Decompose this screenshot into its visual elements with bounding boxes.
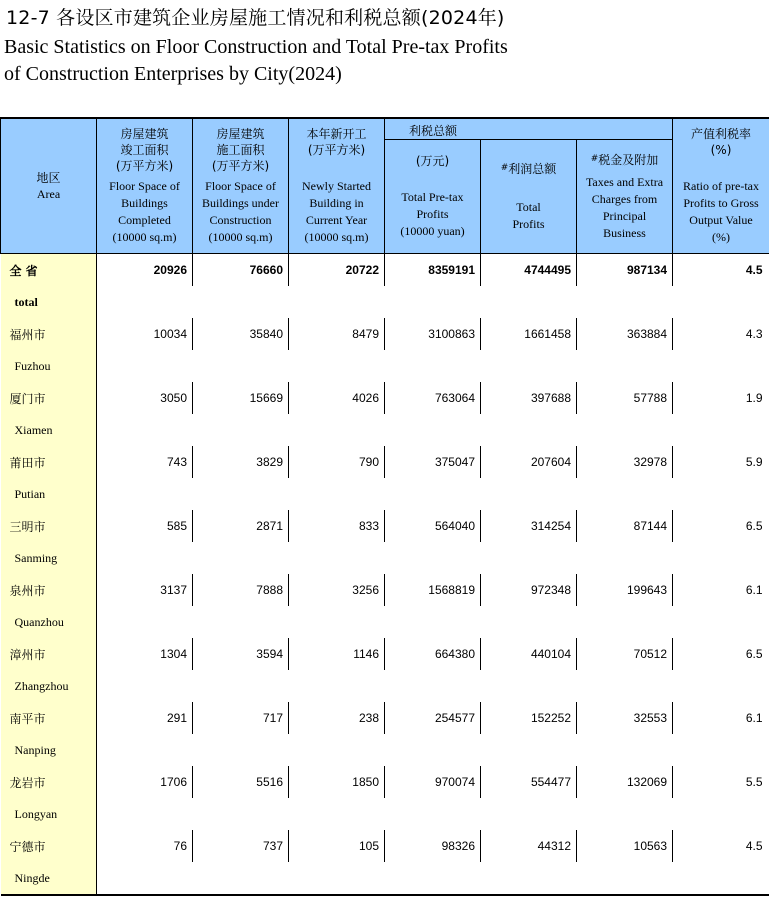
cell-taxes: 363884 (577, 318, 673, 350)
header-taxes-en3: Principal (602, 209, 647, 223)
cell-pretax-profits: 254577 (385, 702, 481, 734)
empty-cell (193, 798, 289, 830)
table-row-english (1, 286, 769, 318)
empty-cell (289, 542, 385, 574)
header-taxes-mark: # (590, 154, 599, 164)
empty-cell (481, 670, 577, 702)
table-title-chinese: 12-7 各设区市建筑企业房屋施工情况和利税总额(2024年) (6, 7, 505, 29)
header-completed-zh2: 竣工面积 (120, 143, 169, 157)
empty-cell (385, 286, 481, 318)
cell-under-construction: 3829 (193, 446, 289, 478)
header-under-en4: (10000 sq.m) (208, 230, 273, 244)
table-row (1, 766, 769, 798)
table-row-english (1, 350, 769, 382)
cell-ratio: 6.1 (745, 583, 763, 597)
empty-cell (289, 286, 385, 318)
empty-cell (289, 734, 385, 766)
table-row-english (1, 734, 769, 766)
cell-newly-started: 3256 (289, 574, 385, 606)
header-taxes (577, 140, 673, 254)
empty-cell (385, 670, 481, 702)
cell-taxes: 199643 (577, 574, 673, 606)
header-ratio-zh2: (%) (710, 143, 732, 157)
empty-cell (193, 734, 289, 766)
empty-cell (289, 862, 385, 895)
cell-total-profits: 1661458 (481, 318, 577, 350)
header-under-en2: Buildings under (202, 196, 279, 210)
header-pretax-en3: (10000 yuan) (400, 224, 465, 238)
cell-newly-started: 8479 (289, 318, 385, 350)
empty-cell (481, 606, 577, 638)
row-area-zh: 莆田市 (1, 446, 97, 478)
cell-ratio: 6.1 (745, 711, 763, 725)
cell-taxes: 57788 (577, 382, 673, 414)
cell-pretax-profits: 970074 (385, 766, 481, 798)
header-profits (481, 140, 577, 254)
empty-cell (673, 542, 769, 574)
empty-cell (481, 350, 577, 382)
empty-cell (673, 862, 769, 895)
header-new-en3: Current Year (305, 213, 368, 227)
cell-newly-started: 833 (289, 510, 385, 542)
table-row (1, 510, 769, 542)
empty-cell (577, 606, 673, 638)
row-area-zh: 厦门市 (1, 382, 97, 414)
header-completed (97, 118, 193, 254)
row-area-en: Nanping (1, 734, 97, 766)
table-row-english (1, 670, 769, 702)
table-row (1, 318, 769, 350)
empty-cell (193, 862, 289, 895)
empty-cell (385, 734, 481, 766)
empty-cell (577, 542, 673, 574)
header-area-en: Area (36, 187, 61, 201)
empty-cell (577, 862, 673, 895)
header-completed-en4: (10000 sq.m) (112, 230, 177, 244)
header-under-zh1: 房屋建筑 (216, 127, 265, 141)
empty-cell (481, 734, 577, 766)
table-row (1, 446, 769, 478)
cell-newly-started: 105 (289, 830, 385, 862)
row-area-en: Quanzhou (1, 606, 97, 638)
cell-under-construction: 2871 (193, 510, 289, 542)
header-area (1, 118, 97, 254)
cell-total-profits: 207604 (481, 446, 577, 478)
header-under-zh2: 施工面积 (216, 143, 265, 157)
cell-under-construction: 3594 (193, 638, 289, 670)
cell-completed: 291 (97, 702, 193, 734)
header-pretax-group (385, 118, 673, 140)
cell-total-profits: 44312 (481, 830, 577, 862)
empty-cell (385, 414, 481, 446)
empty-cell (673, 670, 769, 702)
header-profits-en1: Total (516, 200, 541, 214)
table-row (1, 702, 769, 734)
empty-cell (577, 798, 673, 830)
cell-newly-started: 4026 (289, 382, 385, 414)
empty-cell (97, 606, 193, 638)
row-area-zh: 福州市 (1, 318, 97, 350)
header-completed-en1: Floor Space of (109, 179, 180, 193)
row-area-zh: 龙岩市 (1, 766, 97, 798)
cell-total-profits: 440104 (481, 638, 577, 670)
table-title-english-line1: Basic Statistics on Floor Construction and Total Pre-tax Profits (4, 36, 508, 58)
empty-cell (481, 862, 577, 895)
header-ratio-en4: (%) (712, 230, 731, 244)
cell-under-construction: 5516 (193, 766, 289, 798)
header-new-en1: Newly Started (302, 179, 371, 193)
cell-completed: 585 (97, 510, 193, 542)
table-body (1, 254, 769, 896)
empty-cell (193, 286, 289, 318)
cell-total-profits: 314254 (481, 510, 577, 542)
cell-ratio: 6.5 (745, 519, 763, 533)
empty-cell (97, 670, 193, 702)
header-completed-en3: Completed (118, 213, 171, 227)
empty-cell (385, 606, 481, 638)
cell-taxes: 87144 (577, 510, 673, 542)
cell-completed: 3137 (97, 574, 193, 606)
empty-cell (193, 414, 289, 446)
table-row-english (1, 798, 769, 830)
empty-cell (673, 350, 769, 382)
header-under-zh3: (万平方米) (211, 159, 270, 173)
cell-ratio: 4.5 (745, 839, 763, 853)
cell-total-profits: 4744495 (481, 254, 577, 287)
empty-cell (385, 478, 481, 510)
row-area-en: Sanming (1, 542, 97, 574)
table-title-english-line2: of Construction Enterprises by City(2024) (4, 63, 342, 85)
table-row-english (1, 862, 769, 895)
header-completed-zh3: (万平方米) (115, 159, 174, 173)
row-area-en: Zhangzhou (1, 670, 97, 702)
empty-cell (481, 798, 577, 830)
header-new-zh2: (万平方米) (307, 143, 366, 157)
header-newly-started (289, 118, 385, 254)
header-profits-zh: 利润总额 (508, 162, 557, 176)
cell-total-profits: 152252 (481, 702, 577, 734)
empty-cell (577, 350, 673, 382)
empty-cell (289, 414, 385, 446)
empty-cell (385, 798, 481, 830)
header-taxes-en1: Taxes and Extra (585, 175, 664, 189)
empty-cell (577, 734, 673, 766)
cell-pretax-profits: 1568819 (385, 574, 481, 606)
row-area-zh: 三明市 (1, 510, 97, 542)
empty-cell (481, 414, 577, 446)
row-area-zh: 漳州市 (1, 638, 97, 670)
header-ratio-zh1: 产值利税率 (691, 127, 752, 141)
empty-cell (481, 286, 577, 318)
header-new-zh1: 本年新开工 (306, 127, 367, 141)
empty-cell (289, 350, 385, 382)
table-row (1, 830, 769, 862)
row-area-zh: 宁德市 (1, 830, 97, 862)
row-area-en: Xiamen (1, 414, 97, 446)
empty-cell (193, 542, 289, 574)
cell-newly-started: 790 (289, 446, 385, 478)
empty-cell (97, 478, 193, 510)
empty-cell (385, 862, 481, 895)
header-ratio-en2: Profits to Gross (683, 196, 759, 210)
header-profits-en2: Profits (512, 217, 545, 231)
header-completed-zh1: 房屋建筑 (120, 127, 169, 141)
row-area-en: Longyan (1, 798, 97, 830)
cell-completed: 10034 (97, 318, 193, 350)
cell-completed: 1706 (97, 766, 193, 798)
empty-cell (577, 414, 673, 446)
table-row (1, 574, 769, 606)
table-row (1, 638, 769, 670)
header-area-zh: 地区 (36, 171, 61, 185)
cell-under-construction: 7888 (193, 574, 289, 606)
empty-cell (193, 670, 289, 702)
empty-cell (97, 414, 193, 446)
cell-ratio: 5.9 (745, 455, 763, 469)
cell-newly-started: 238 (289, 702, 385, 734)
row-area-zh: 全 省 (1, 254, 97, 287)
header-pretax-en2: Profits (416, 207, 449, 221)
row-area-zh: 南平市 (1, 702, 97, 734)
cell-pretax-profits: 375047 (385, 446, 481, 478)
statistics-table (0, 117, 769, 896)
cell-taxes: 10563 (577, 830, 673, 862)
cell-completed: 3050 (97, 382, 193, 414)
cell-total-profits: 397688 (481, 382, 577, 414)
empty-cell (193, 606, 289, 638)
cell-under-construction: 737 (193, 830, 289, 862)
header-pretax-en1: Total Pre-tax (401, 190, 464, 204)
cell-under-construction: 76660 (193, 254, 289, 287)
empty-cell (289, 606, 385, 638)
header-ratio (673, 118, 769, 254)
empty-cell (577, 670, 673, 702)
header-new-en2: Building in (309, 196, 364, 210)
empty-cell (97, 286, 193, 318)
table-row-english (1, 542, 769, 574)
cell-ratio: 5.5 (745, 775, 763, 789)
empty-cell (673, 286, 769, 318)
empty-cell (673, 414, 769, 446)
empty-cell (673, 478, 769, 510)
cell-under-construction: 35840 (193, 318, 289, 350)
empty-cell (289, 798, 385, 830)
cell-newly-started: 1146 (289, 638, 385, 670)
row-area-en: Putian (1, 478, 97, 510)
empty-cell (289, 478, 385, 510)
header-new-en4: (10000 sq.m) (304, 230, 369, 244)
table-row-english (1, 606, 769, 638)
empty-cell (97, 350, 193, 382)
empty-cell (97, 862, 193, 895)
empty-cell (193, 478, 289, 510)
empty-cell (97, 798, 193, 830)
cell-pretax-profits: 98326 (385, 830, 481, 862)
table-row (1, 382, 769, 414)
cell-pretax-profits: 8359191 (385, 254, 481, 287)
cell-ratio: 4.3 (745, 327, 763, 341)
header-under-en1: Floor Space of (205, 179, 276, 193)
cell-ratio: 6.5 (745, 647, 763, 661)
empty-cell (577, 478, 673, 510)
empty-cell (385, 350, 481, 382)
header-pretax-zh1: 利税总额 (408, 124, 457, 138)
cell-taxes: 32553 (577, 702, 673, 734)
empty-cell (289, 670, 385, 702)
cell-newly-started: 20722 (289, 254, 385, 287)
row-area-en: total (1, 286, 97, 318)
table-row (1, 254, 769, 287)
cell-completed: 20926 (97, 254, 193, 287)
empty-cell (481, 542, 577, 574)
header-under-en3: Construction (209, 213, 272, 227)
empty-cell (97, 542, 193, 574)
cell-under-construction: 15669 (193, 382, 289, 414)
cell-completed: 76 (97, 830, 193, 862)
empty-cell (673, 798, 769, 830)
cell-newly-started: 1850 (289, 766, 385, 798)
header-taxes-en4: Business (603, 226, 646, 240)
cell-pretax-profits: 564040 (385, 510, 481, 542)
cell-total-profits: 554477 (481, 766, 577, 798)
empty-cell (481, 478, 577, 510)
header-pretax-zh2: (万元) (415, 154, 450, 168)
cell-ratio: 4.5 (673, 254, 769, 287)
row-area-zh: 泉州市 (1, 574, 97, 606)
table-row-english (1, 414, 769, 446)
cell-taxes: 70512 (577, 638, 673, 670)
header-pretax (385, 140, 481, 254)
cell-completed: 743 (97, 446, 193, 478)
cell-pretax-profits: 763064 (385, 382, 481, 414)
header-ratio-en1: Ratio of pre-tax (683, 179, 759, 193)
header-profits-mark: # (500, 163, 509, 173)
cell-taxes: 132069 (577, 766, 673, 798)
cell-total-profits: 972348 (481, 574, 577, 606)
empty-cell (577, 286, 673, 318)
cell-pretax-profits: 3100863 (385, 318, 481, 350)
row-area-en: Fuzhou (1, 350, 97, 382)
table-row-english (1, 478, 769, 510)
cell-ratio: 1.9 (745, 391, 763, 405)
header-ratio-en3: Output Value (689, 213, 753, 227)
row-area-en: Ningde (1, 862, 97, 895)
cell-taxes: 987134 (577, 254, 673, 287)
empty-cell (673, 734, 769, 766)
header-taxes-en2: Charges from (591, 192, 658, 206)
empty-cell (193, 350, 289, 382)
cell-completed: 1304 (97, 638, 193, 670)
empty-cell (673, 606, 769, 638)
header-under-construction (193, 118, 289, 254)
empty-cell (385, 542, 481, 574)
header-taxes-zh: 税金及附加 (598, 153, 659, 167)
header-completed-en2: Buildings (121, 196, 168, 210)
empty-cell (97, 734, 193, 766)
cell-pretax-profits: 664380 (385, 638, 481, 670)
cell-under-construction: 717 (193, 702, 289, 734)
cell-taxes: 32978 (577, 446, 673, 478)
